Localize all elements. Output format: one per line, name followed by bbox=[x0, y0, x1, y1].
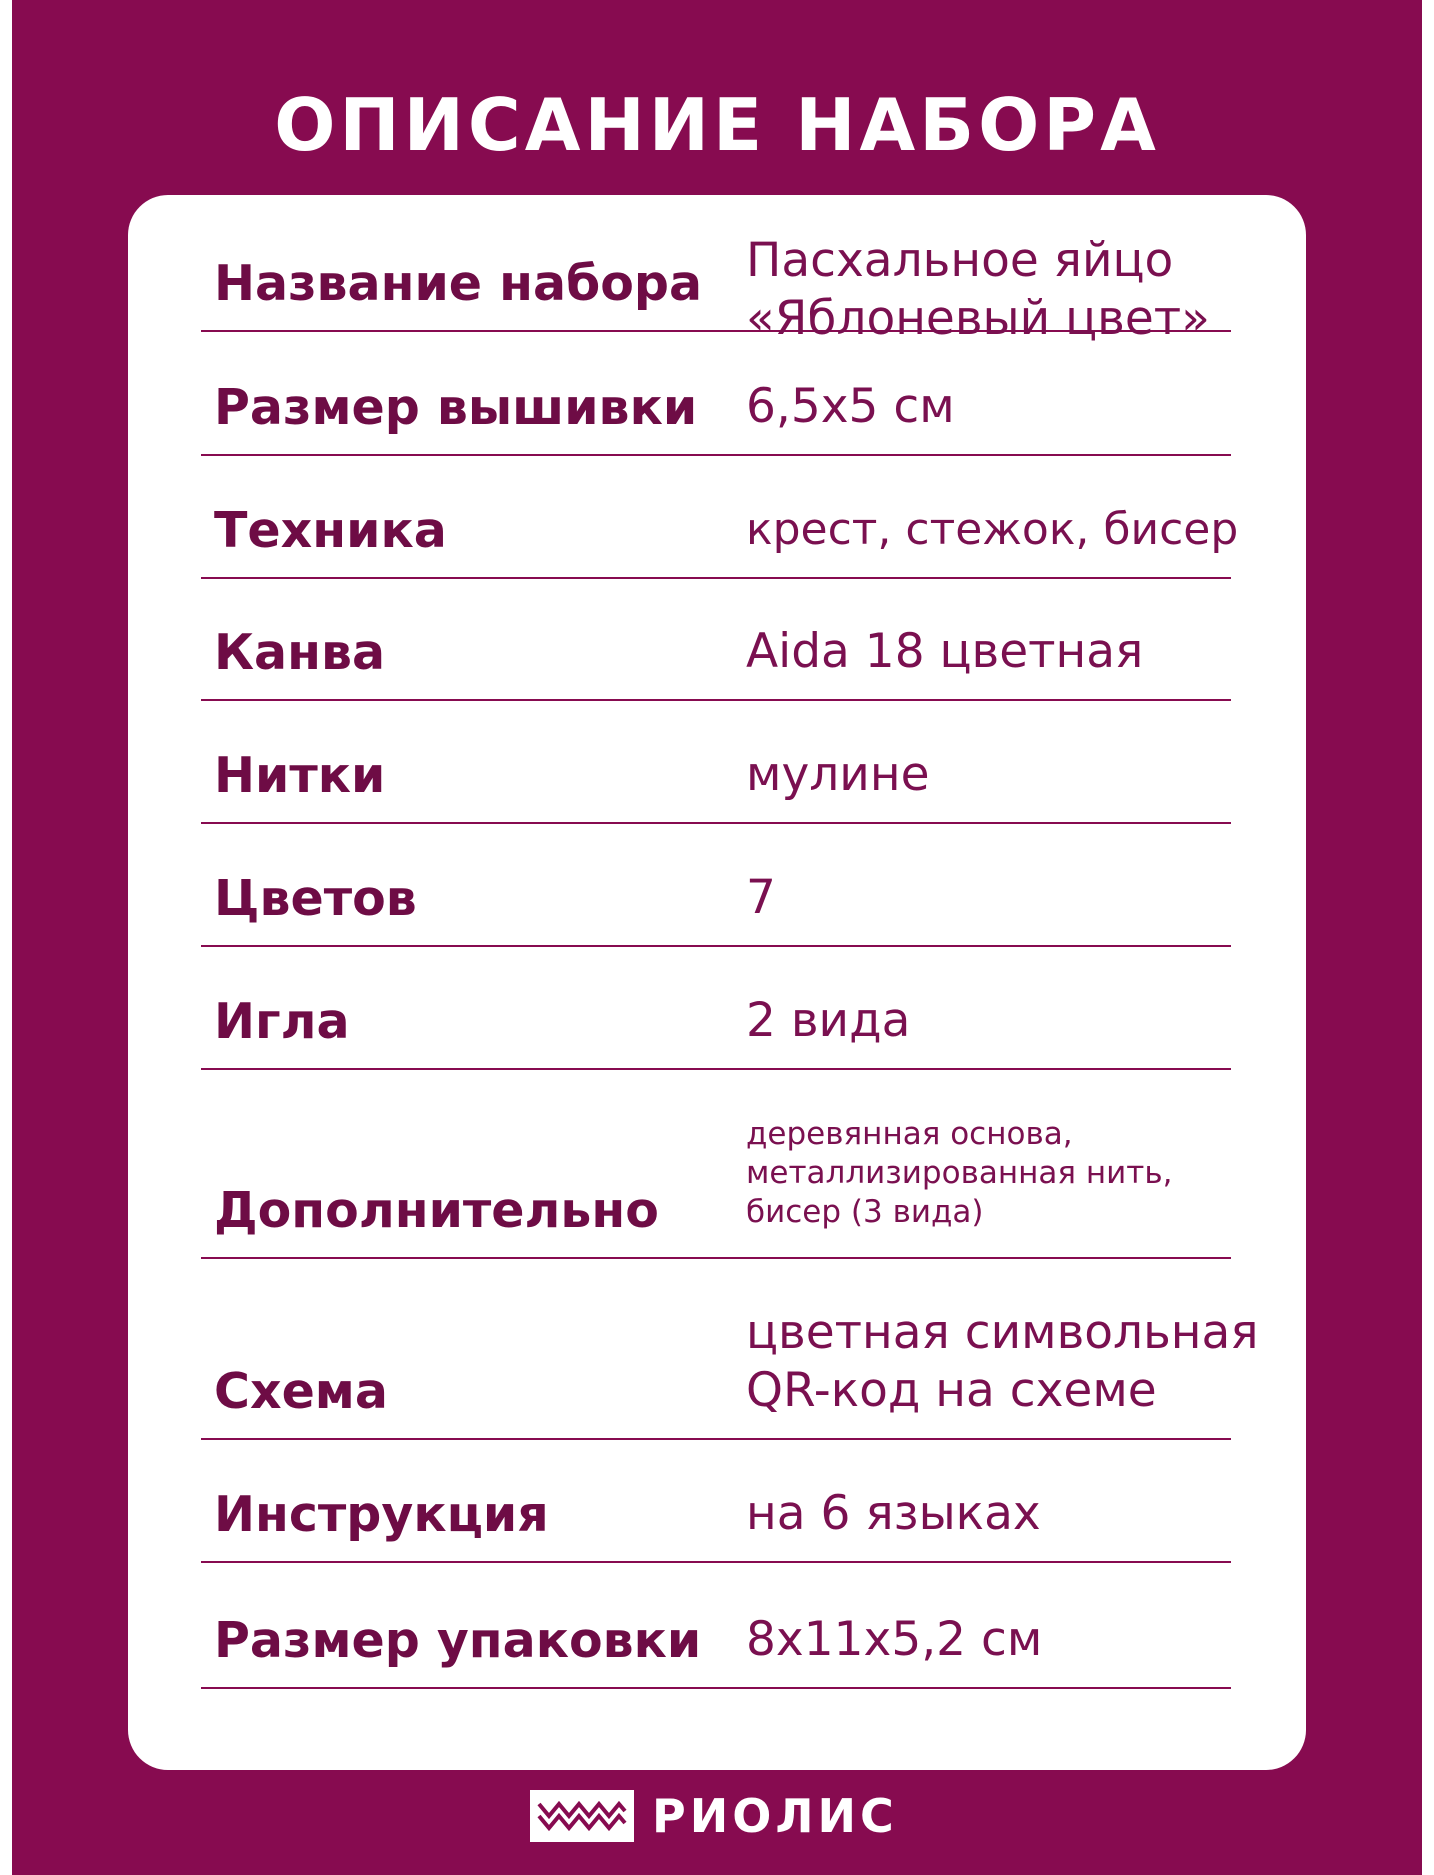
table-row-package-size bbox=[201, 1563, 1231, 1689]
row-label: Дополнительно bbox=[214, 1182, 659, 1239]
row-value: мулине bbox=[746, 747, 930, 802]
description-card bbox=[128, 195, 1306, 1770]
table-row-instruction bbox=[201, 1440, 1231, 1563]
row-label: Нитки bbox=[214, 747, 386, 804]
row-value: Пасхальное яйцо «Яблоневый цвет» bbox=[746, 233, 1210, 346]
table-row-technique bbox=[201, 456, 1239, 579]
brand-logo bbox=[530, 1790, 898, 1842]
row-value: 6,5х5 см bbox=[746, 379, 955, 434]
table-row-needle bbox=[201, 947, 1231, 1070]
row-label: Техника bbox=[214, 502, 447, 559]
row-value: 7 bbox=[746, 870, 776, 925]
row-value: крест, стежок, бисер bbox=[746, 504, 1239, 555]
table-row-canvas bbox=[201, 579, 1231, 701]
table-row-additional bbox=[201, 1070, 1231, 1259]
brand-name: РИОЛИС bbox=[652, 1789, 898, 1843]
row-label: Инструкция bbox=[214, 1486, 549, 1543]
row-label: Цветов bbox=[214, 870, 417, 927]
table-row-scheme bbox=[201, 1259, 1259, 1440]
row-value: деревянная основа, металлизированная нить, бисер (3 вида) bbox=[746, 1116, 1173, 1230]
row-label: Игла bbox=[214, 993, 350, 1050]
row-label: Схема bbox=[214, 1363, 388, 1420]
table-row-name bbox=[201, 210, 1231, 346]
page-title: ОПИСАНИЕ НАБОРА bbox=[274, 83, 1160, 167]
row-value: 2 вида bbox=[746, 993, 911, 1048]
row-value: Aida 18 цветная bbox=[746, 624, 1144, 679]
row-label: Канва bbox=[214, 624, 386, 681]
description-table bbox=[201, 210, 1259, 1689]
row-label: Название набора bbox=[214, 255, 703, 312]
row-value: на 6 языках bbox=[746, 1486, 1041, 1541]
row-label: Размер вышивки bbox=[214, 379, 698, 436]
table-row-colors bbox=[201, 824, 1231, 947]
zigzag-logo-icon bbox=[530, 1790, 634, 1842]
row-value: цветная символьная QR-код на схеме bbox=[746, 1305, 1259, 1418]
table-row-threads bbox=[201, 701, 1231, 824]
row-label: Размер упаковки bbox=[214, 1612, 702, 1669]
row-value: 8х11х5,2 см bbox=[746, 1612, 1043, 1667]
table-row-embroidery-size bbox=[201, 332, 1231, 456]
